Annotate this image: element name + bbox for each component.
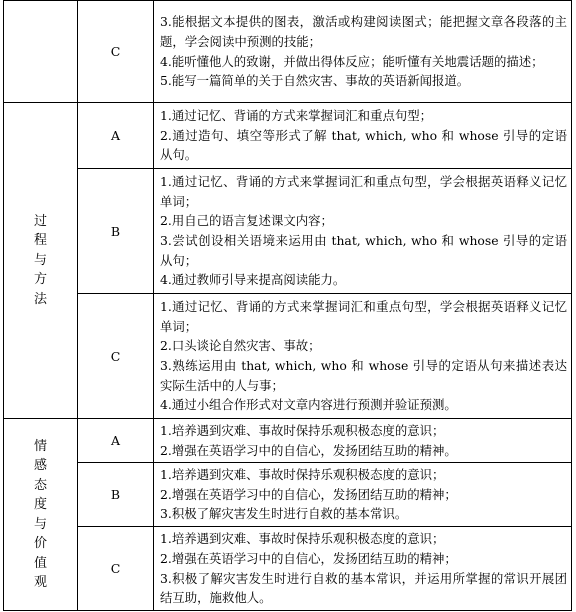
list-item: 3.积极了解灾害发生时进行自救的基本常识，并运用所掌握的常识开展团结互助，施救他人。: [160, 570, 567, 606]
list-item: 2.增强在英语学习中的自信心，发扬团结互助的精神。: [160, 442, 457, 458]
list-item: 2.通过造句、填空等形式了解 that, which, who 和 whose 引导的定语从句。: [160, 127, 567, 163]
list-item: 4.通过小组合作形式对文章内容进行预测并验证预测。: [160, 397, 457, 413]
list-item: 1.通过记忆、背诵的方式来掌握词汇和重点句型，学会根据英语释义记忆单词；: [160, 174, 567, 209]
list-item: 1.通过记忆、背诵的方式来掌握词汇和重点句型，学会根据英语释义记忆单词；: [160, 299, 567, 334]
table-row: [4, 169, 572, 294]
list-item: 5.能写一篇简单的关于自然灾害、事故的英语新闻报道。: [160, 73, 470, 89]
level-cell: C: [78, 1, 154, 103]
content-cell: [154, 1, 572, 103]
table-row: [4, 527, 572, 611]
category-cell-empty: [4, 1, 78, 103]
list-item: 1.培养遇到灾难、事故时保持乐观积极态度的意识；: [160, 467, 445, 483]
content-cell: [154, 463, 572, 527]
level-cell: C: [78, 527, 154, 611]
content-cell: [154, 294, 572, 419]
content-cell: [154, 169, 572, 294]
list-item: 3.能根据文本提供的图表，激活或构建阅读图式；能把握文章各段落的主题，学会阅读中预测的技能；: [160, 14, 567, 49]
list-item: 1.培养遇到灾难、事故时保持乐观积极态度的意识；: [160, 531, 445, 547]
list-item: 3.积极了解灾害发生时进行自救的基本常识。: [160, 506, 408, 522]
category-cell-process-method: 过 程 与 方 法: [4, 103, 78, 419]
content-cell: [154, 527, 572, 611]
list-item: 3.尝试创设相关语境来运用由 that, which, who 和 whose 引导的定语从句；: [160, 233, 567, 268]
list-item: 2.用自己的语言复述课文内容；: [160, 213, 333, 229]
table-row: [4, 463, 572, 527]
content-cell: [154, 103, 572, 169]
objectives-table: [3, 0, 572, 611]
table-row: [4, 1, 572, 103]
level-cell: B: [78, 463, 154, 527]
list-item: 2.增强在英语学习中的自信心，发扬团结互助的精神；: [160, 550, 457, 566]
level-cell: C: [78, 294, 154, 419]
list-item: 3.熟练运用由 that, which, who 和 whose 引导的定语从句来描述表达实际生活中的人与事；: [160, 358, 567, 393]
list-item: 1.通过记忆、背诵的方式来掌握词汇和重点句型；: [160, 108, 433, 124]
table-row: [4, 103, 572, 169]
list-item: 4.通过教师引导来提高阅读能力。: [160, 272, 346, 288]
category-cell-emotion-attitude-values: 情 感 态 度 与 价 值 观: [4, 419, 78, 611]
level-cell: A: [78, 419, 154, 463]
list-item: 2.增强在英语学习中的自信心，发扬团结互助的精神；: [160, 486, 457, 502]
table-row: [4, 294, 572, 419]
content-cell: [154, 419, 572, 463]
list-item: 2.口头谈论自然灾害、事故；: [160, 338, 321, 354]
list-item: 4.能听懂他人的致谢，并做出得体反应；能听懂有关地震话题的描述；: [160, 53, 544, 69]
list-item: 1.培养遇到灾难、事故时保持乐观积极态度的意识；: [160, 422, 445, 438]
level-cell: A: [78, 103, 154, 169]
level-cell: B: [78, 169, 154, 294]
table-row: [4, 419, 572, 463]
